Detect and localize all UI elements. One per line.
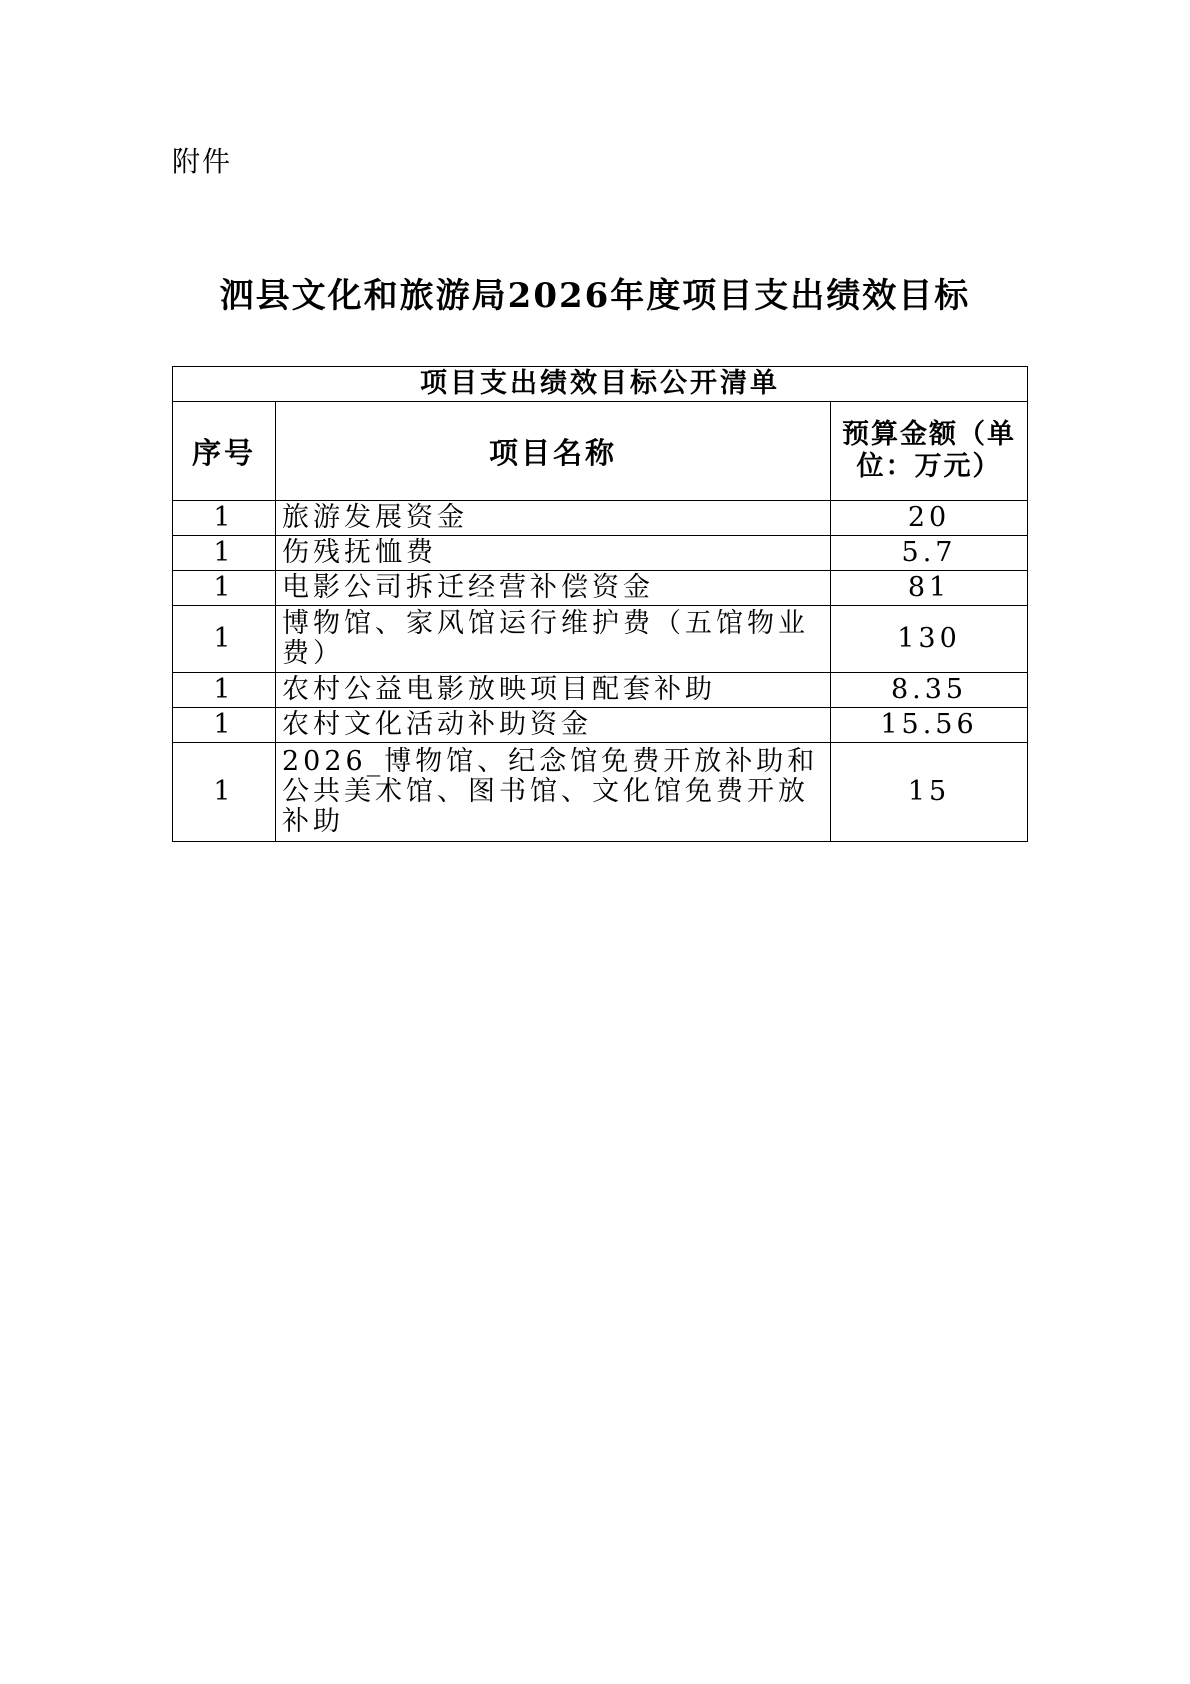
row-amount: 15.56 [831,708,1028,743]
row-project-name: 农村公益电影放映项目配套补助 [276,673,831,708]
row-seq: 1 [173,708,276,743]
table-row [173,743,1028,842]
row-amount: 15 [831,743,1028,842]
header-seq: 序号 [173,402,276,501]
document-title: 泗县文化和旅游局2026年度项目支出绩效目标 [219,276,971,316]
row-amount: 130 [831,606,1028,673]
row-seq: 1 [173,536,276,571]
row-seq: 1 [173,501,276,536]
row-amount: 81 [831,571,1028,606]
row-project-name: 2026_博物馆、纪念馆免费开放补助和公共美术馆、图书馆、文化馆免费开放补助 [276,743,831,842]
table-row [173,501,1028,536]
header-project-name: 项目名称 [276,402,831,501]
table-row [173,673,1028,708]
row-seq: 1 [173,571,276,606]
row-amount: 20 [831,501,1028,536]
row-seq: 1 [173,606,276,673]
header-budget-amount: 预算金额（单位：万元） [831,402,1028,501]
table-row [173,708,1028,743]
row-project-name: 电影公司拆迁经营补偿资金 [276,571,831,606]
row-amount: 8.35 [831,673,1028,708]
row-project-name: 伤残抚恤费 [276,536,831,571]
table-caption: 项目支出绩效目标公开清单 [173,367,1028,402]
row-seq: 1 [173,743,276,842]
row-project-name: 博物馆、家风馆运行维护费（五馆物业费） [276,606,831,673]
row-amount: 5.7 [831,536,1028,571]
row-project-name: 旅游发展资金 [276,501,831,536]
performance-target-table [172,366,1028,842]
table-row [173,536,1028,571]
table-header-row [173,402,1028,501]
attachment-label: 附件 [172,145,233,178]
table-row [173,606,1028,673]
table-row [173,571,1028,606]
row-seq: 1 [173,673,276,708]
row-project-name: 农村文化活动补助资金 [276,708,831,743]
